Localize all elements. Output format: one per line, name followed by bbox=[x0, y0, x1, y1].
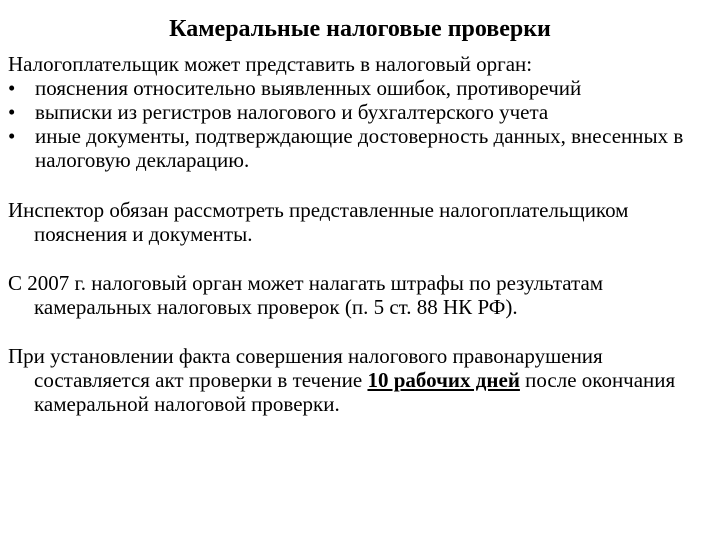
list-item bbox=[8, 124, 714, 172]
slide-title: Камеральные налоговые проверки bbox=[169, 16, 551, 42]
bullet-icon: • bbox=[8, 124, 16, 148]
deadline-emphasis: 10 рабочих дней bbox=[367, 368, 520, 392]
list-item-text: иные документы, подтверждающие достоверность данных, внесенных в налоговую декларацию. bbox=[35, 124, 684, 172]
fines-text: С 2007 г. налоговый орган может налагать штрафы по результатам камеральных налоговых проверок (п. 5 ст. 88 НК РФ). bbox=[8, 271, 604, 319]
bullet-icon: • bbox=[8, 76, 16, 100]
list-item bbox=[8, 100, 714, 124]
slide-body bbox=[8, 52, 714, 416]
intro-text: Налогоплательщик может представить в налоговый орган: bbox=[8, 52, 533, 76]
list-item-text: выписки из регистров налогового и бухгалтерского учета bbox=[35, 100, 549, 124]
section-fines bbox=[8, 271, 714, 319]
act-text-after: после окончания камеральной налоговой проверки. bbox=[34, 368, 676, 416]
section-inspector bbox=[8, 198, 714, 246]
inspector-text: Инспектор обязан рассмотреть представленные налогоплательщиком пояснения и документы. bbox=[8, 198, 629, 246]
section-act bbox=[8, 344, 714, 416]
bullet-icon: • bbox=[8, 100, 16, 124]
section-documents bbox=[8, 52, 714, 172]
documents-list bbox=[8, 76, 714, 172]
act-text bbox=[8, 344, 714, 416]
list-item-text: пояснения относительно выявленных ошибок, противоречий bbox=[35, 76, 582, 100]
list-item bbox=[8, 76, 714, 100]
act-text-before: При установлении факта совершения налогового правонарушения составляется акт проверки в течение bbox=[8, 344, 603, 392]
